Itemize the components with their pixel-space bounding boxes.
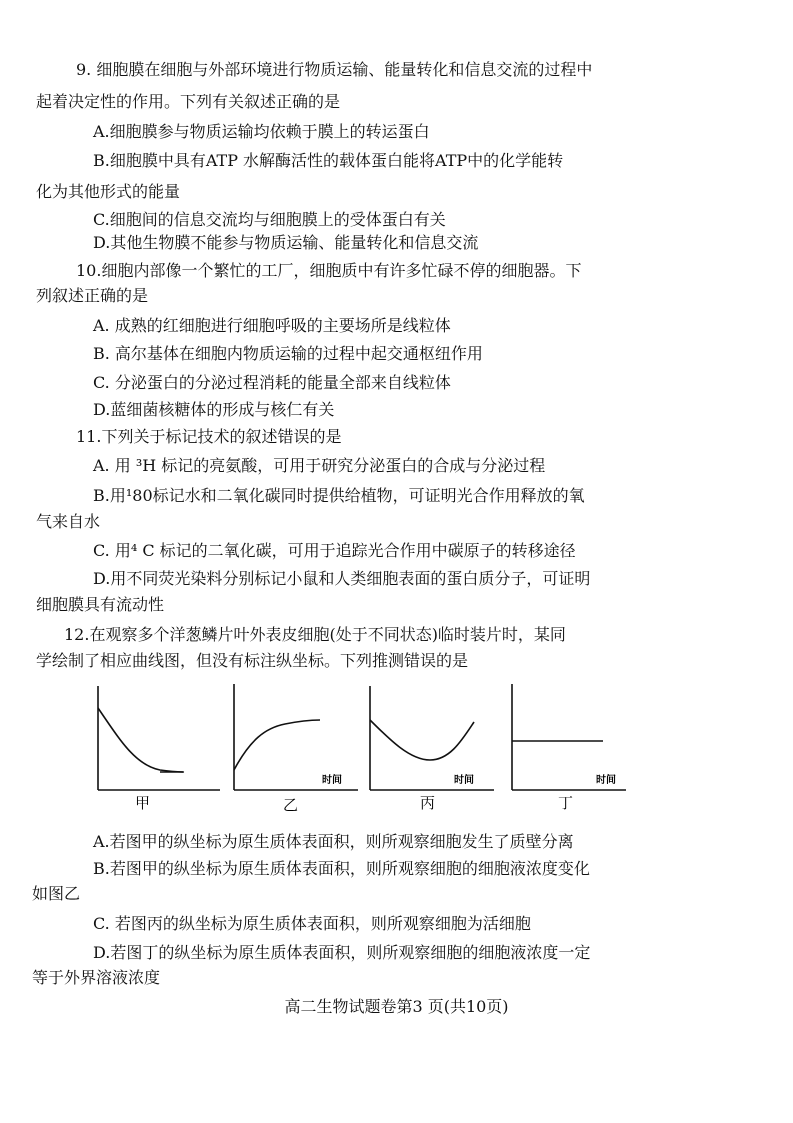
q10-option-b: B. 高尔基体在细胞内物质运输的过程中起交通枢纽作用 bbox=[93, 344, 483, 363]
panel-jia-curve bbox=[98, 708, 183, 772]
panel-bing-x-label: 时间 bbox=[454, 775, 474, 786]
panel-ding-label: 丁 bbox=[558, 794, 574, 812]
q12-option-c: C. 若图丙的纵坐标为原生质体表面积，则所观察细胞为活细胞 bbox=[93, 914, 531, 933]
q9-stem-line-2: 起着决定性的作用。下列有关叙述正确的是 bbox=[36, 92, 341, 111]
panel-ding bbox=[512, 684, 626, 812]
q12-stem-line-1: 12.在观察多个洋葱鳞片叶外表皮细胞(处于不同状态)临时装片时，某同 bbox=[64, 625, 566, 644]
q10-stem-line-2: 列叙述正确的是 bbox=[36, 286, 149, 305]
panel-jia bbox=[98, 686, 220, 812]
q9-option-b-line-2: 化为其他形式的能量 bbox=[36, 182, 181, 201]
panel-yi-x-label: 时间 bbox=[322, 775, 342, 786]
q12-option-b-line-1: B.若图甲的纵坐标为原生质体表面积，则所观察细胞的细胞液浓度变化 bbox=[93, 859, 590, 878]
q11-option-b-line-2: 气来自水 bbox=[36, 512, 101, 531]
q12-stem-line-2: 学绘制了相应曲线图，但没有标注纵坐标。下列推测错误的是 bbox=[36, 651, 469, 670]
q11-option-d-line-1: D.用不同荧光染料分别标记小鼠和人类细胞表面的蛋白质分子，可证明 bbox=[93, 569, 591, 588]
page-footer: 高二生物试题卷第3 页(共10页) bbox=[284, 997, 509, 1016]
q9-option-c: C.细胞间的信息交流均与细胞膜上的受体蛋白有关 bbox=[93, 210, 446, 229]
q9-stem-line-1: 9. 细胞膜在细胞与外部环境进行物质运输、能量转化和信息交流的过程中 bbox=[76, 60, 593, 79]
q10-option-d: D.蓝细菌核糖体的形成与核仁有关 bbox=[93, 400, 335, 419]
curve-figure-svg bbox=[90, 680, 630, 815]
q9-option-b-line-1: B.细胞膜中具有ATP 水解酶活性的载体蛋白能将ATP中的化学能转 bbox=[93, 151, 564, 170]
q11-option-a: A. 用 ³H 标记的亮氨酸，可用于研究分泌蛋白的合成与分泌过程 bbox=[93, 456, 546, 475]
q12-option-d-line-2: 等于外界溶液浓度 bbox=[32, 968, 161, 987]
q9-option-d: D.其他生物膜不能参与物质运输、能量转化和信息交流 bbox=[93, 233, 479, 252]
panel-yi bbox=[234, 684, 358, 814]
panel-bing-label: 丙 bbox=[420, 794, 436, 812]
q11-option-d-line-2: 细胞膜具有流动性 bbox=[36, 595, 165, 614]
q12-option-d-line-1: D.若图丁的纵坐标为原生质体表面积，则所观察细胞的细胞液浓度一定 bbox=[93, 943, 591, 962]
q10-option-a: A. 成熟的红细胞进行细胞呼吸的主要场所是线粒体 bbox=[93, 316, 451, 335]
q11-option-c: C. 用⁴ C 标记的二氧化碳，可用于追踪光合作用中碳原子的转移途径 bbox=[93, 541, 576, 560]
q10-stem-line-1: 10.细胞内部像一个繁忙的工厂，细胞质中有许多忙碌不停的细胞器。下 bbox=[76, 261, 582, 280]
panel-ding-x-label: 时间 bbox=[596, 775, 616, 786]
curve-figure bbox=[90, 680, 630, 815]
panel-jia-label: 甲 bbox=[135, 794, 151, 812]
panel-yi-curve bbox=[234, 720, 320, 770]
q11-stem: 11.下列关于标记技术的叙述错误的是 bbox=[76, 427, 342, 446]
q10-option-c: C. 分泌蛋白的分泌过程消耗的能量全部来自线粒体 bbox=[93, 373, 451, 392]
q9-option-a: A.细胞膜参与物质运输均依赖于膜上的转运蛋白 bbox=[93, 122, 430, 141]
q12-option-a: A.若图甲的纵坐标为原生质体表面积，则所观察细胞发生了质壁分离 bbox=[93, 832, 574, 851]
panel-yi-label: 乙 bbox=[283, 796, 299, 814]
panel-bing-curve bbox=[370, 720, 474, 760]
q12-option-b-line-2: 如图乙 bbox=[32, 884, 81, 903]
q11-option-b-line-1: B.用¹80标记水和二氧化碳同时提供给植物，可证明光合作用释放的氧 bbox=[93, 486, 585, 505]
panel-bing bbox=[370, 686, 494, 812]
